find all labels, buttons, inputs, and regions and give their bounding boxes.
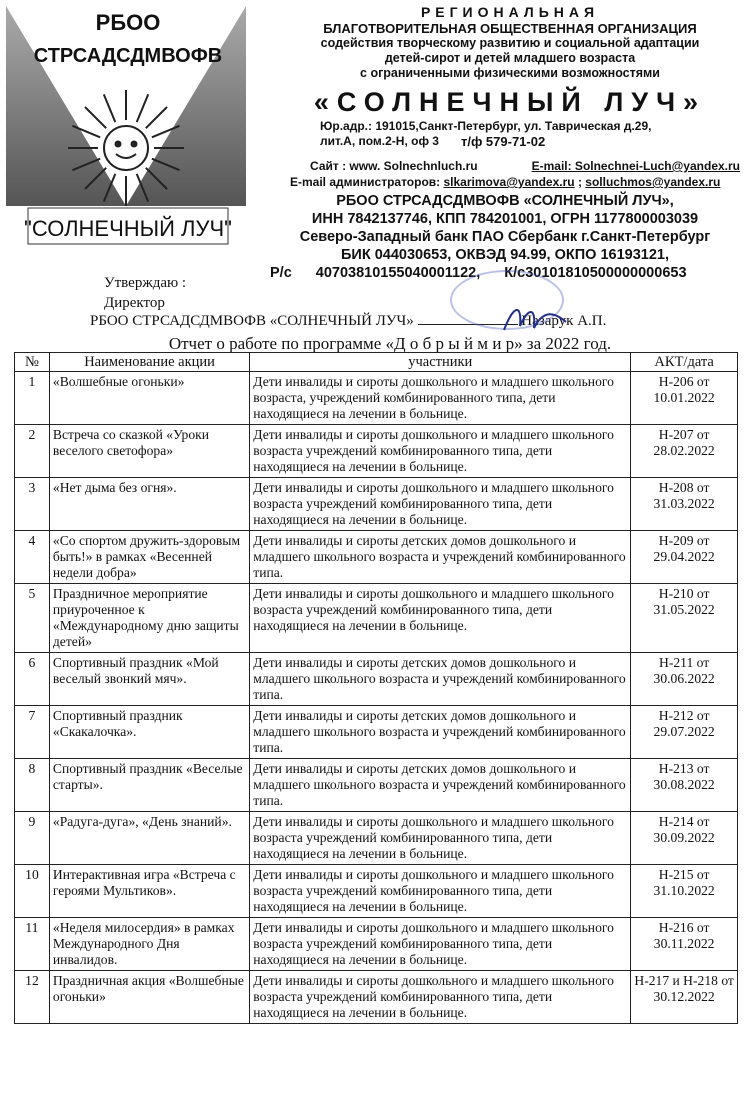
row-action-name: «Радуга-дуга», «День знаний».: [49, 812, 249, 865]
table-row: [15, 812, 738, 865]
row-action-name: Праздничная акция «Волшебные огоньки»: [49, 971, 249, 1024]
approval-label: Утверждаю :: [104, 275, 187, 291]
row-act-date: Н-213 от 30.08.2022: [631, 759, 738, 812]
row-action-name: Праздничное мероприятие приуроченное к «Международному дню защиты детей»: [49, 584, 249, 653]
table-row: [15, 653, 738, 706]
admin-email-label: E-mail администраторов:: [290, 175, 441, 189]
row-act-date: Н-214 от 30.09.2022: [631, 812, 738, 865]
account-label: Р/с: [270, 265, 292, 281]
header-line2: БЛАГОТВОРИТЕЛЬНАЯ ОБЩЕСТВЕННАЯ ОРГАНИЗАЦИЯ: [323, 21, 697, 36]
sun-icon: [68, 90, 184, 206]
organization-logo: [6, 6, 246, 246]
sun-ray: [146, 107, 167, 128]
row-act-date: Н-209 от 29.04.2022: [631, 531, 738, 584]
account-number: 40703810155040001122,: [315, 265, 481, 281]
col-header-number: №: [15, 353, 50, 372]
phone: т/ф 579-71-02: [460, 134, 546, 149]
col-header-participants: участники: [250, 353, 631, 372]
header-line1: РЕГИОНАЛЬНАЯ: [420, 4, 600, 20]
contacts-row1: [290, 158, 740, 174]
row-participants: Дети инвалиды и сироты дошкольного и младшего школьного возраста учреждений комбинированного типа, дети находящиеся на лечении в больнице.: [250, 865, 631, 918]
row-number: 1: [15, 372, 50, 425]
table-row: [15, 706, 738, 759]
row-action-name: Встреча со сказкой «Уроки веселого светофора»: [49, 425, 249, 478]
bank-name: Северо-Западный банк ПАО Сбербанк г.Санкт-Петербург: [299, 229, 711, 245]
row-participants: Дети инвалиды и сироты дошкольного и младшего школьного возраста учреждений комбинированного типа, дети находящиеся на лечении в больнице.: [250, 584, 631, 653]
row-participants: Дети инвалиды и сироты дошкольного и младшего школьного возраста учреждений комбинированного типа, дети находящиеся на лечении в больнице.: [250, 971, 631, 1024]
row-number: 11: [15, 918, 50, 971]
row-number: 10: [15, 865, 50, 918]
row-participants: Дети инвалиды и сироты дошкольного и младшего школьного возраста, учреждений комбинированного типа, дети находящиеся на лечении в больнице.: [250, 372, 631, 425]
address-line1: Юр.адр.: 191015,Санкт-Петербург, ул. Таврическая д.29,: [320, 119, 652, 133]
table-row: [15, 759, 738, 812]
row-participants: Дети инвалиды и сироты детских домов дошкольного и младшего школьного возраста и учреждений комбинированного типа.: [250, 531, 631, 584]
address-office: лит.А, пом.2-Н, оф 3: [320, 134, 439, 148]
requisites-block: [270, 192, 740, 282]
organization-name: «СОЛНЕЧНЫЙ ЛУЧ»: [313, 87, 707, 117]
sun-ray: [85, 107, 106, 128]
row-number: 4: [15, 531, 50, 584]
report-title: Отчет о работе по программе «Д о б р ы й м и р» за 2022 год.: [168, 334, 612, 353]
approval-role: Директор: [104, 295, 165, 311]
row-act-date: Н-211 от 30.06.2022: [631, 653, 738, 706]
sun-ray: [104, 94, 115, 122]
table-row: [15, 372, 738, 425]
row-act-date: Н-210 от 31.05.2022: [631, 584, 738, 653]
row-number: 9: [15, 812, 50, 865]
logo-top-line2: СТРСАДСДМВОФВ: [33, 45, 223, 67]
table-row: [15, 918, 738, 971]
row-participants: Дети инвалиды и сироты дошкольного и младшего школьного возраста учреждений комбинированного типа, дети находящиеся на лечении в больнице.: [250, 918, 631, 971]
row-action-name: «Волшебные огоньки»: [49, 372, 249, 425]
row-action-name: Спортивный праздник «Веселые старты».: [49, 759, 249, 812]
registration-name: РБОО СТРСАДСДМВОФВ «СОЛНЕЧНЫЙ ЛУЧ»,: [336, 193, 674, 209]
row-act-date: Н-217 и Н-218 от 30.12.2022: [631, 971, 738, 1024]
row-participants: Дети инвалиды и сироты дошкольного и младшего школьного возраста учреждений комбинированного типа, дети находящиеся на лечении в больнице.: [250, 478, 631, 531]
row-number: 12: [15, 971, 50, 1024]
row-number: 3: [15, 478, 50, 531]
row-participants: Дети инвалиды и сироты дошкольного и младшего школьного возраста учреждений комбинированного типа, дети находящиеся на лечении в больнице.: [250, 425, 631, 478]
row-number: 2: [15, 425, 50, 478]
registration-ids: ИНН 7842137746, КПП 784201001, ОГРН 1177800003039: [311, 211, 699, 227]
header-line5: с ограниченными физическими возможностями: [360, 66, 660, 80]
row-action-name: Интерактивная игра «Встреча с героями Мультиков».: [49, 865, 249, 918]
table-header-row: [15, 353, 738, 372]
email-main: E-mail: Solnechnei-Luch@yandex.ru: [531, 159, 740, 173]
row-action-name: «Нет дыма без огня».: [49, 478, 249, 531]
logo-bottom-name: "СОЛНЕЧНЫЙ ЛУЧ": [24, 216, 232, 241]
correspondent-account: К/с30101810500000000653: [504, 265, 687, 281]
row-participants: Дети инвалиды и сироты дошкольного и младшего школьного возраста учреждений комбинированного типа, дети находящиеся на лечении в больнице.: [250, 812, 631, 865]
address-line2: [280, 134, 740, 149]
row-action-name: Спортивный праздник «Скакалочка».: [49, 706, 249, 759]
table-row: [15, 425, 738, 478]
sun-ray: [137, 94, 148, 122]
approval-name: Назарук А.П.: [521, 313, 607, 329]
website: Сайт : www. Solnechnluch.ru: [310, 159, 478, 173]
report-table: [14, 352, 738, 1024]
letterhead: [280, 4, 740, 149]
approval-org: РБОО СТРСАДСДМВОФВ «СОЛНЕЧНЫЙ ЛУЧ»: [90, 313, 414, 329]
row-act-date: Н-215 от 31.10.2022: [631, 865, 738, 918]
table-row: [15, 478, 738, 531]
bank-ids: БИК 044030653, ОКВЭД 94.99, ОКПО 16193121,: [340, 247, 669, 263]
row-act-date: Н-207 от 28.02.2022: [631, 425, 738, 478]
row-number: 8: [15, 759, 50, 812]
logo-top-line1: РБОО: [95, 10, 161, 35]
table-row: [15, 971, 738, 1024]
table-body: [15, 372, 738, 1024]
row-act-date: Н-212 от 29.07.2022: [631, 706, 738, 759]
row-participants: Дети инвалиды и сироты детских домов дошкольного и младшего школьного возраста и учреждений комбинированного типа.: [250, 706, 631, 759]
row-action-name: «Неделя милосердия» в рамках Международного Дня инвалидов.: [49, 918, 249, 971]
table-row: [15, 584, 738, 653]
row-action-name: Спортивный праздник «Мой веселый звонкий мяч».: [49, 653, 249, 706]
header-line3: содействия творческому развитию и социальной адаптации: [320, 36, 700, 50]
row-action-name: «Со спортом дружить-здоровым быть!» в рамках «Весенней недели добра»: [49, 531, 249, 584]
header-line4: детей-сирот и детей младшего возраста: [384, 51, 636, 65]
row-act-date: Н-206 от 10.01.2022: [631, 372, 738, 425]
admin-email-1: slkarimova@yandex.ru: [443, 175, 575, 189]
contacts-row2: E-mail администраторов: slkarimova@yandex.ru ; solluchmos@yandex.ru: [290, 175, 721, 189]
row-participants: Дети инвалиды и сироты детских домов дошкольного и младшего школьного возраста и учреждений комбинированного типа.: [250, 759, 631, 812]
admin-email-2: solluchmos@yandex.ru: [585, 175, 721, 189]
col-header-name: Наименование акции: [49, 353, 249, 372]
table-row: [15, 531, 738, 584]
col-header-act: АКТ/дата: [631, 353, 738, 372]
row-participants: Дети инвалиды и сироты детских домов дошкольного и младшего школьного возраста и учреждений комбинированного типа.: [250, 653, 631, 706]
contacts-block: [290, 158, 740, 190]
row-number: 5: [15, 584, 50, 653]
row-act-date: Н-216 от 30.11.2022: [631, 918, 738, 971]
row-number: 6: [15, 653, 50, 706]
table-row: [15, 865, 738, 918]
row-number: 7: [15, 706, 50, 759]
row-act-date: Н-208 от 31.03.2022: [631, 478, 738, 531]
